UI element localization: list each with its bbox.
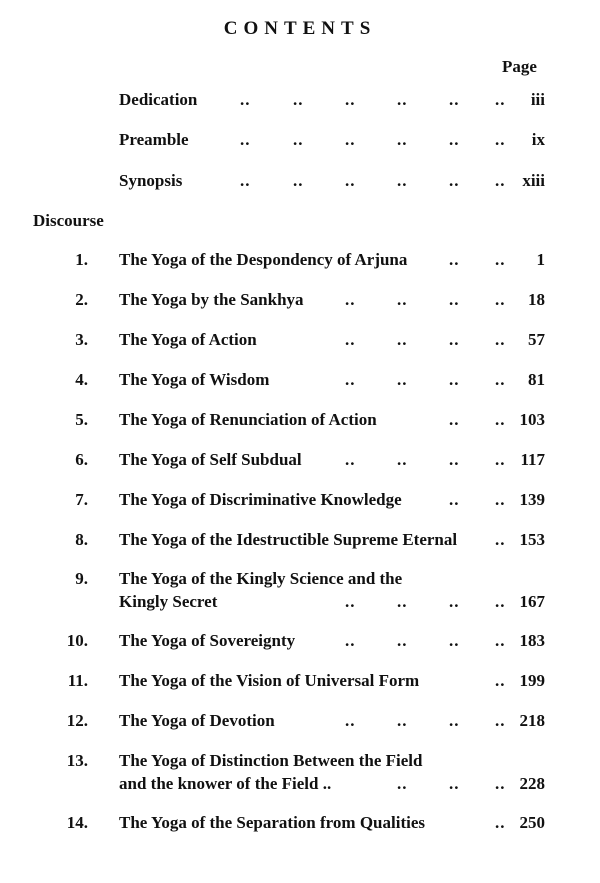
toc-label: The Yoga of the Kingly Science and the bbox=[119, 569, 403, 588]
toc-label: Dedication bbox=[119, 90, 198, 109]
page-column-heading: Page bbox=[502, 57, 537, 76]
toc-label: The Yoga of Discriminative Knowledge bbox=[119, 490, 402, 509]
toc-row-chapter bbox=[0, 631, 600, 655]
toc-label: The Yoga of Sovereignty bbox=[119, 631, 296, 650]
chapter-number: 1. bbox=[75, 250, 88, 269]
page-title: CONTENTS bbox=[223, 18, 377, 39]
leader-dots: .. .. bbox=[449, 250, 506, 269]
toc-label: The Yoga of the Idestructible Supreme Eternal bbox=[119, 530, 458, 549]
toc-label: The Yoga of the Despondency of Arjuna bbox=[119, 250, 408, 269]
toc-row-preamble bbox=[0, 130, 600, 154]
toc-row-chapter bbox=[0, 250, 600, 274]
leader-dots: .. .. .. .. bbox=[345, 330, 506, 349]
toc-row-synopsis bbox=[0, 171, 600, 195]
toc-row-chapter bbox=[0, 370, 600, 394]
chapter-number: 4. bbox=[75, 370, 88, 389]
toc-page-number: iii bbox=[530, 90, 545, 109]
leader-dots: .. bbox=[495, 813, 506, 832]
toc-label: The Yoga of Renunciation of Action bbox=[119, 410, 377, 429]
toc-page-number: 218 bbox=[519, 711, 545, 730]
toc-row-chapter bbox=[0, 751, 600, 793]
toc-label: The Yoga of Self Subdual bbox=[119, 450, 302, 469]
toc-row-chapter bbox=[0, 671, 600, 695]
toc-row-dedication bbox=[0, 90, 600, 114]
toc-row-chapter bbox=[0, 290, 600, 314]
toc-page-number: ix bbox=[531, 130, 545, 149]
toc-label: Synopsis bbox=[119, 171, 183, 190]
toc-label: The Yoga of the Vision of Universal Form bbox=[119, 671, 420, 690]
chapter-number: 13. bbox=[66, 751, 88, 770]
toc-page-number: 1 bbox=[536, 250, 545, 269]
leader-dots: .. .. .. .. bbox=[345, 370, 506, 389]
leader-dots: .. .. bbox=[449, 410, 506, 429]
toc-page-number: 57 bbox=[528, 330, 545, 349]
leader-dots: .. .. .. .. bbox=[345, 592, 506, 611]
chapter-number: 14. bbox=[66, 813, 88, 832]
toc-row-chapter bbox=[0, 450, 600, 474]
toc-label: The Yoga by the Sankhya bbox=[119, 290, 304, 309]
toc-label: The Yoga of the Separation from Qualities bbox=[119, 813, 425, 832]
toc-label: The Yoga of Devotion bbox=[119, 711, 275, 730]
toc-label: Preamble bbox=[119, 130, 189, 149]
leader-dots: .. .. .. .. .. .. bbox=[240, 171, 506, 190]
toc-page-number: 228 bbox=[519, 774, 545, 793]
chapter-number: 5. bbox=[75, 410, 88, 429]
leader-dots: .. .. .. .. bbox=[345, 711, 506, 730]
leader-dots: .. .. .. .. bbox=[345, 631, 506, 650]
toc-page-number: 250 bbox=[519, 813, 545, 832]
toc-page-number: 167 bbox=[519, 592, 545, 611]
chapter-number: 8. bbox=[75, 530, 88, 549]
toc-page-number: 153 bbox=[519, 530, 545, 549]
toc-row-chapter bbox=[0, 530, 600, 554]
chapter-number: 10. bbox=[66, 631, 88, 650]
toc-label: The Yoga of Wisdom bbox=[119, 370, 270, 389]
toc-label: The Yoga of Action bbox=[119, 330, 257, 349]
toc-page-number: xiii bbox=[522, 171, 545, 190]
toc-row-chapter bbox=[0, 330, 600, 354]
toc-row-chapter bbox=[0, 410, 600, 434]
chapter-number: 12. bbox=[66, 711, 88, 730]
leader-dots: .. .. .. .. .. .. bbox=[240, 90, 506, 109]
toc-page-number: 183 bbox=[519, 631, 545, 650]
toc-page-number: 103 bbox=[519, 410, 545, 429]
toc-row-chapter bbox=[0, 813, 600, 837]
toc-row-chapter bbox=[0, 490, 600, 514]
chapter-number: 7. bbox=[75, 490, 88, 509]
toc-label-continued: and the knower of the Field .. bbox=[119, 774, 332, 793]
toc-row-chapter bbox=[0, 711, 600, 735]
toc-page-number: 18 bbox=[528, 290, 545, 309]
leader-dots: .. .. .. bbox=[397, 774, 506, 793]
toc-page-number: 117 bbox=[520, 450, 545, 469]
toc-label: The Yoga of Distinction Between the Field bbox=[119, 751, 423, 770]
leader-dots: .. .. .. .. bbox=[345, 290, 506, 309]
leader-dots: .. .. bbox=[449, 490, 506, 509]
chapter-number: 9. bbox=[75, 569, 88, 588]
toc-page-number: 81 bbox=[528, 370, 545, 389]
leader-dots: .. .. .. .. .. .. bbox=[240, 130, 506, 149]
leader-dots: .. bbox=[495, 530, 506, 549]
chapter-number: 2. bbox=[75, 290, 88, 309]
toc-page-number: 139 bbox=[519, 490, 545, 509]
toc-page-number: 199 bbox=[519, 671, 545, 690]
chapter-number: 3. bbox=[75, 330, 88, 349]
chapter-number: 11. bbox=[67, 671, 88, 690]
toc-label-continued: Kingly Secret bbox=[119, 592, 218, 611]
toc-row-chapter bbox=[0, 569, 600, 611]
chapter-number: 6. bbox=[75, 450, 88, 469]
leader-dots: .. .. .. .. bbox=[345, 450, 506, 469]
leader-dots: .. bbox=[495, 671, 506, 690]
discourse-heading: Discourse bbox=[33, 211, 104, 230]
